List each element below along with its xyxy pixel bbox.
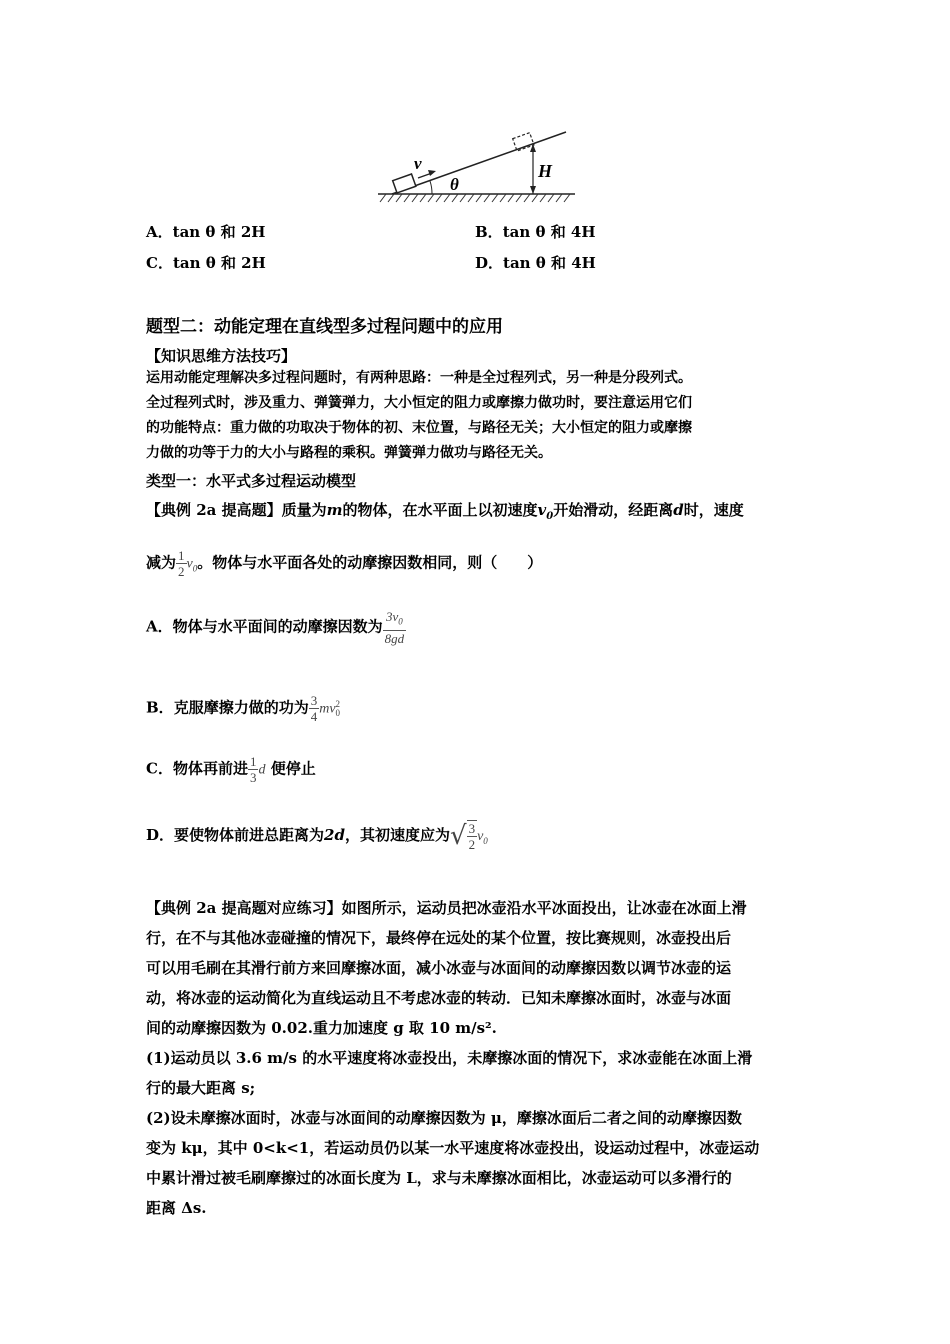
- knowledge-body: [146, 366, 816, 466]
- example-option-a: A．物体与水平面间的动摩擦因数为 $\frac{3v_0}{8gd}$: [146, 609, 405, 646]
- practice-line: (2)设未摩擦冰面时，冰壶与冰面间的动摩擦因数为 μ，摩擦冰面后二者之间的动摩擦因数: [146, 1109, 742, 1127]
- example-option-b: B．克服摩擦力做的功为 $\frac{3}{4}$ mv 2 0: [146, 693, 341, 724]
- label-v: v: [414, 154, 422, 173]
- distance-fraction: $\frac{1}{3}$: [249, 754, 257, 785]
- incline-figure: [370, 122, 580, 206]
- mu-fraction: $\frac{3v_0}{8gd}$: [384, 609, 405, 646]
- knowledge-line: 的功能特点：重力做的功取决于物体的初、末位置，与路径无关；大小恒定的阻力或摩擦: [146, 420, 692, 436]
- q1-option-d: D．tan θ 和 4H: [475, 254, 596, 272]
- q1-option-c: C．tan θ 和 2H: [146, 254, 266, 272]
- example-stem-line1: 【典例 2a 提高题】质量为m的物体，在水平面上以初速度$v_0$开始滑动，经距离d时，速度: [146, 501, 744, 522]
- example-option-d: D．要使物体前进总距离为2d，其初速度应为√ $\frac{3}{2}$ $v_0$: [146, 821, 488, 852]
- angle-arc: [430, 181, 432, 194]
- q1-option-b: B．tan θ 和 4H: [475, 223, 596, 241]
- example-stem-line2: 减为 $\frac{1}{2}$ $v_0$。物体与水平面各处的动摩擦因数相同，则（ ）: [146, 548, 543, 579]
- sqrt-expression: √ $\frac{3}{2}$ $v_0$: [449, 821, 488, 852]
- practice-line: (1)运动员以 3.6 m/s 的水平速度将冰壶投出，未摩擦冰面的情况下，求冰壶能在冰面上滑: [146, 1049, 753, 1067]
- knowledge-line: 运用动能定理解决多过程问题时，有两种思路：一种是全过程列式，另一种是分段列式。: [146, 370, 692, 386]
- ground-hatching: [380, 194, 570, 202]
- half-fraction: $\frac{1}{2}$: [178, 548, 185, 579]
- practice-line: 行的最大距离 s;: [146, 1079, 256, 1097]
- knowledge-line: 全过程列式时，涉及重力、弹簧弹力，大小恒定的阻力或摩擦力做功时，要注意运用它们: [146, 395, 692, 411]
- example-tag: 【典例 2a 提高题】: [146, 501, 282, 519]
- practice-line: 行，在不与其他冰壶碰撞的情况下，最终停在远处的某个位置，按比赛规则，冰壶投出后: [146, 929, 732, 947]
- example-option-c: C．物体再前进 $\frac{1}{3}$ d 便停止: [146, 754, 316, 785]
- practice-line: 距离 Δs.: [146, 1199, 207, 1217]
- practice-line: 间的动摩擦因数为 0.02.重力加速度 g 取 10 m/s².: [146, 1019, 497, 1037]
- section-title: 题型二：动能定理在直线型多过程问题中的应用: [146, 317, 503, 337]
- work-fraction: $\frac{3}{4}$: [310, 693, 318, 724]
- q1-option-a: A．tan θ 和 2H: [146, 223, 266, 241]
- practice-line: 中累计滑过被毛刷摩擦过的冰面长度为 L，求与未摩擦冰面相比，冰壶运动可以多滑行的: [146, 1169, 732, 1187]
- label-H: H: [538, 161, 553, 181]
- practice-line: 【典例 2a 提高题对应练习】如图所示，运动员把冰壶沿水平冰面投出，让冰壶在冰面上滑: [146, 899, 747, 917]
- label-theta: θ: [450, 175, 459, 194]
- practice-line: 变为 kμ，其中 0<k<1，若运动员仍以某一水平速度将冰壶投出，设运动过程中，冰壶运动: [146, 1139, 760, 1157]
- dashed-block: [513, 133, 534, 151]
- practice-line: 可以用毛刷在其滑行前方来回摩擦冰面，减小冰壶与冰面间的动摩擦因数以调节冰壶的运: [146, 959, 732, 977]
- practice-line: 动，将冰壶的运动简化为直线运动且不考虑冰壶的转动．已知未摩擦冰面时，冰壶与冰面: [146, 989, 732, 1007]
- knowledge-line: 力做的功等于力的大小与路程的乘积。弹簧弹力做功与路径无关。: [146, 445, 552, 461]
- block: [393, 174, 416, 193]
- practice-problem: [146, 893, 808, 1223]
- subtype-title: 类型一：水平式多过程运动模型: [146, 472, 357, 490]
- knowledge-heading: 【知识思维方法技巧】: [146, 347, 297, 365]
